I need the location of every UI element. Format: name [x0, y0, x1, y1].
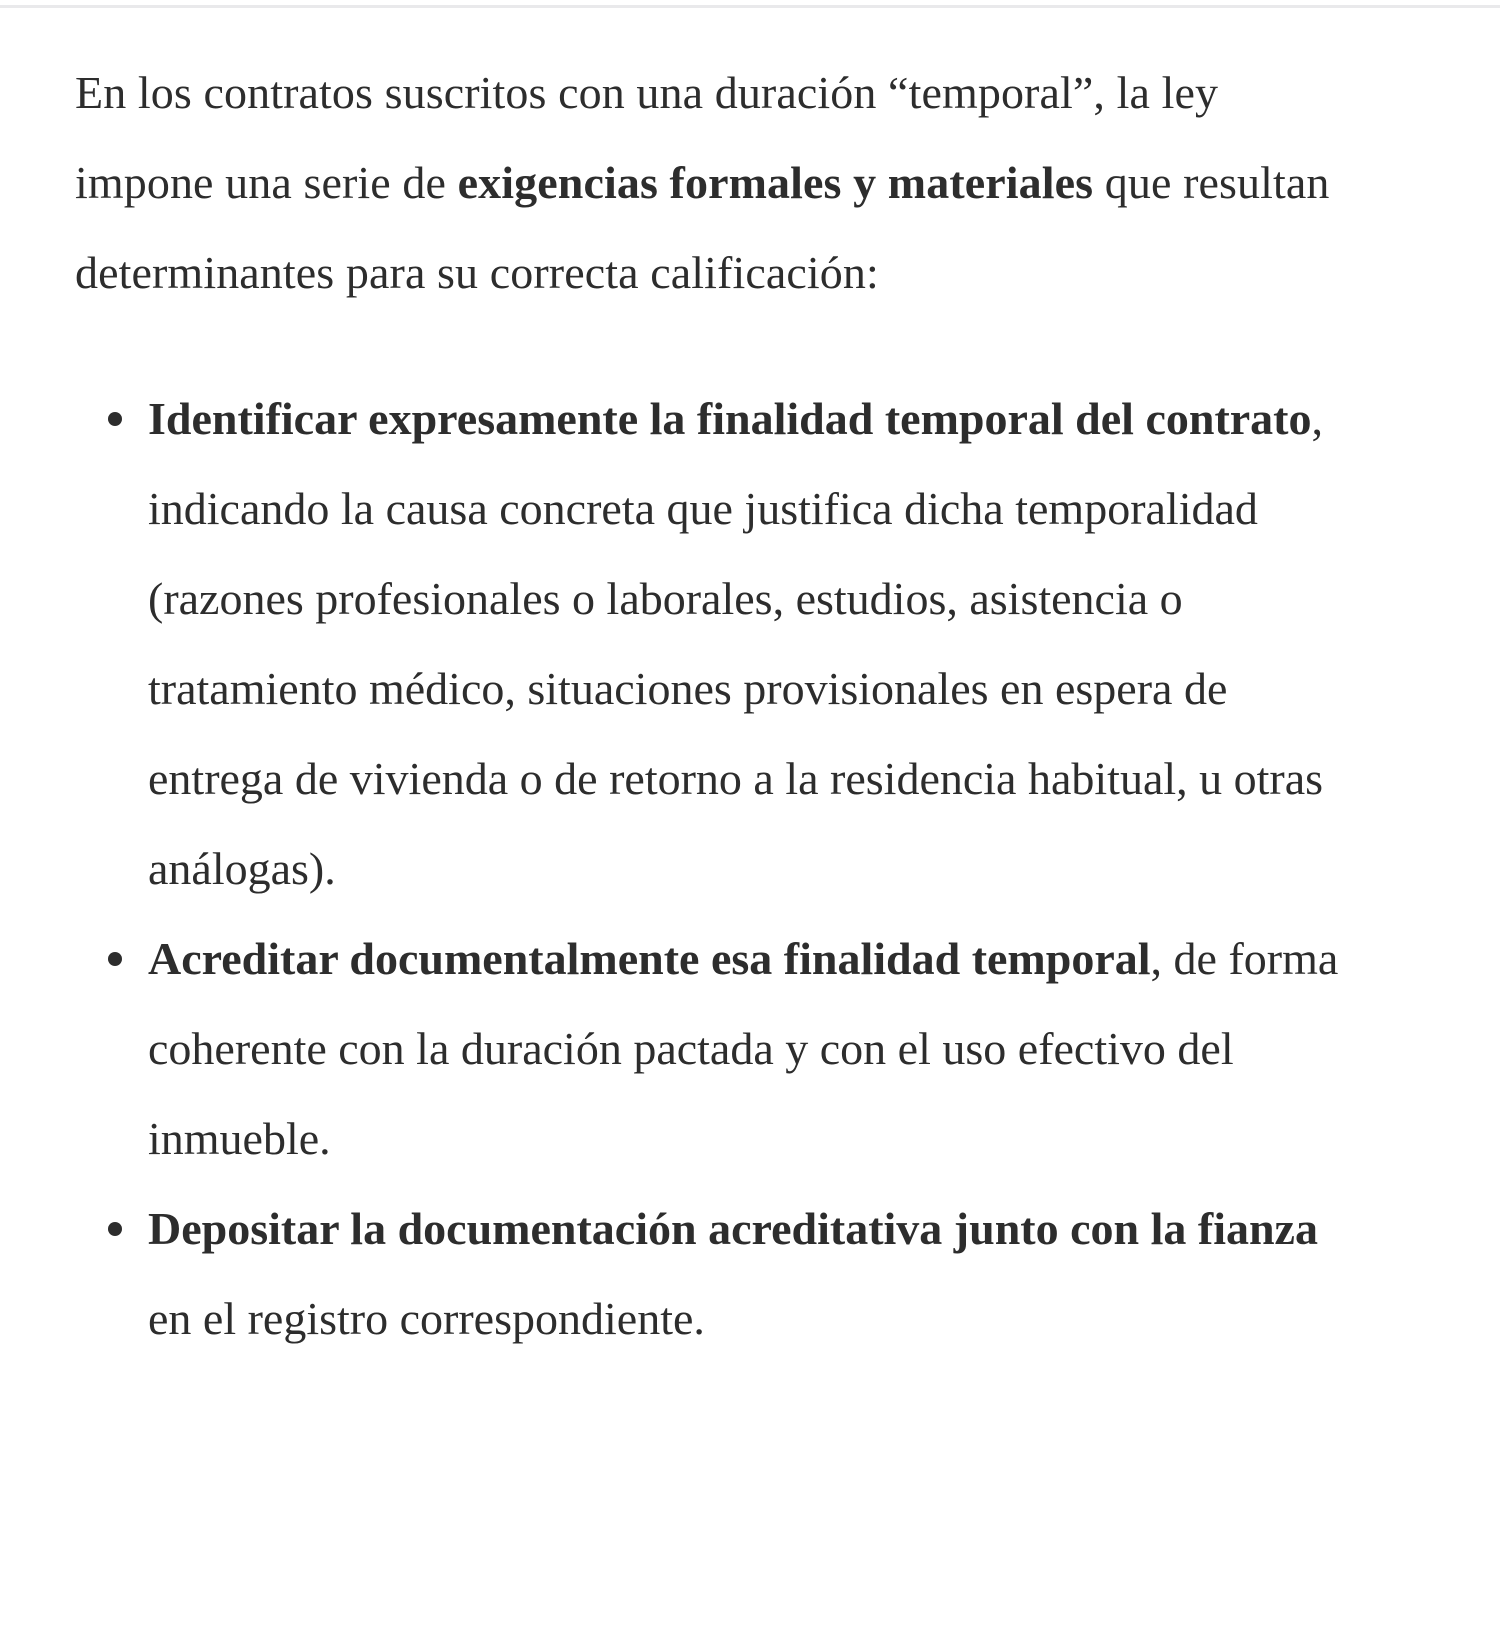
bullet-point-icon	[108, 412, 122, 426]
list-item-text	[148, 374, 1350, 914]
text-run: en el registro correspondiente.	[148, 1293, 705, 1344]
lead-paragraph	[75, 48, 1350, 318]
text-run: que resultan determinantes para su correcta calificación:	[75, 157, 1330, 298]
text-run: En los contratos suscritos con una duración “temporal”, la ley impone una serie de	[75, 67, 1219, 208]
emphasis-run: Identificar expresamente la finalidad temporal del contrato	[148, 393, 1312, 444]
emphasis-run: exigencias formales y materiales	[457, 157, 1094, 208]
emphasis-run: Acreditar documentalmente esa finalidad temporal	[148, 933, 1151, 984]
list-item	[75, 914, 1350, 1184]
list-item-text	[148, 1184, 1350, 1364]
text-run: , de forma coherente con la duración pactada y con el uso efectivo del inmueble.	[148, 933, 1339, 1164]
bullet-point-icon	[108, 1222, 122, 1236]
list-item-text	[148, 914, 1350, 1184]
requirements-list	[75, 374, 1350, 1364]
text-run: , indicando la causa concreta que justifica dicha temporalidad (razones profesionales o laborales, estudios, asistencia o tratamiento médico, situaciones provisionales en espera de entrega de vivienda o de retorno a la residencia habitual, u otras análogas).	[148, 393, 1324, 894]
list-item	[75, 374, 1350, 914]
emphasis-run: Depositar la documentación acreditativa junto con la fianza	[148, 1203, 1318, 1254]
bullet-point-icon	[108, 952, 122, 966]
list-item	[75, 1184, 1350, 1364]
